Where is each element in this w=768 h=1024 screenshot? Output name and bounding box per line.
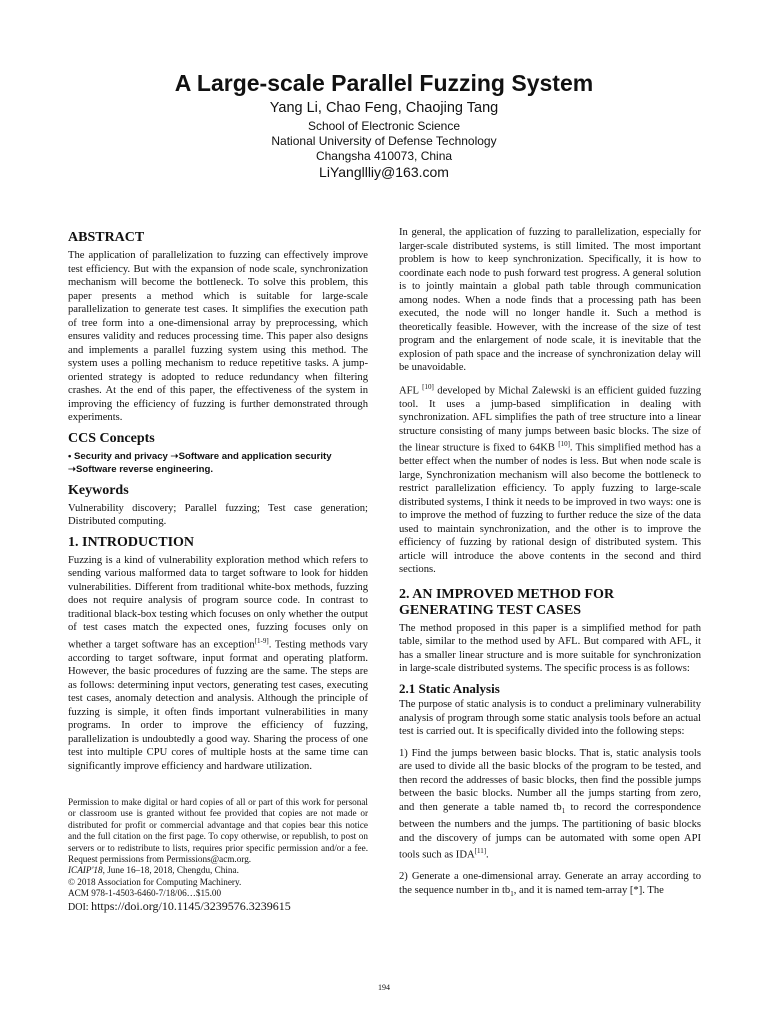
- author-list: Yang Li, Chao Feng, Chaojing Tang: [269, 100, 499, 116]
- citation: [10]: [422, 382, 434, 391]
- keywords-text: Vulnerability discovery; Parallel fuzzing; Test case generation; Distributed computing.: [68, 502, 368, 527]
- affiliation-school: School of Electronic Science: [307, 119, 461, 133]
- copyright-line: © 2018 Association for Computing Machinery.: [68, 876, 242, 887]
- right-column: [399, 226, 701, 907]
- left-column: [68, 226, 368, 779]
- doi-link[interactable]: https://doi.org/10.1145/3239576.3239615: [91, 898, 291, 913]
- affiliation-university: National University of Defense Technology: [271, 134, 497, 148]
- body-paragraph: In general, the application of fuzzing to parallelization, especially for larger-scale distributed systems, is still limited. The most important problem is how to keep synchronization. Specifically, it is how to coordinate each node to push forward test progress. A general solution is to jointly maintain a global path table through communication among nodes. When a node finds that a processing path has been executed, the node will no longer handle it. Such a method is theoretically feasible. However, with the increase of the size of test program and the enlargement of node scale, it is inevitable that the explosion of path space and the increase of synchronization delay will be unavoidable.: [399, 227, 701, 373]
- permission-text: Permission to make digital or hard copies of all or part of this work for personal or classroom use is granted without fee provided that copies are not made or distributed for profit or commercial advantage and that copies bear this notice and the full citation on the first page. To copy otherwise, or republish, to post on servers or to redistribute to lists, requires prior specific permission and/or a fee. Request permissions from Permissions@acm.org.: [68, 797, 368, 865]
- paper-title: A Large-scale Parallel Fuzzing System: [174, 70, 594, 96]
- conference-info: ICAIP'18, June 16–18, 2018, Chengdu, China.: [68, 865, 239, 876]
- keywords-heading: Keywords: [68, 482, 129, 498]
- abstract-heading: ABSTRACT: [68, 230, 145, 245]
- affiliation-city: Changsha 410073, China: [315, 149, 453, 163]
- section-2-heading: 2. AN IMPROVED METHOD FOR GENERATING TEST CASES: [399, 586, 615, 618]
- ccs-concepts: [68, 450, 368, 477]
- citation: [10]: [558, 440, 570, 449]
- step-2-paragraph: 2) Generate a one-dimensional array. Generate an array according to the sequence number in $tb_1$, and it is named tem-array [*]. The: [399, 871, 701, 898]
- introduction-paragraph: Fuzzing is a kind of vulnerability exploration method which refers to sending various malformed data to target software to look for hidden vulnerabilities. Different from traditional white-box methods, fuzzing does not require analysis of program source code. In contrast to traditional black-box testing which focuses on only whether the output of test cases match the expected ones, fuzzing focuses only on whether a target software has an exception[1-9]. Testing methods vary according to target software, input format and operating platform. However, the basic procedures of fuzzing are the same. The steps are as follows: determining input vectors, generating test cases, executing test cases, anomaly detection and analysis. Although the principle of fuzzing is simple, it often finds important vulnerabilities in many programs. In order to improve the efficiency of fuzzing, parallelization is undoubtedly a good way. Sharing the process of one test into multiple CPU cores of multiple hosts at the same time can significantly improve efficiency and hardware utilization.: [68, 554, 368, 772]
- body-paragraph: AFL [10] developed by Michal Zalewski is an efficient guided fuzzing tool. It uses a jump-based simplification in dealing with synchronization. AFL simplifies the path of tree structure into a linear structure consisting of many jumps between basic blocks. The size of the linear structure is fixed to 64KB [10]. This simplified method has a better effect when the number of nodes is less. But when node scale is large, Synchronization mechanism will also become the bottleneck to restrict parallelization efficiency. To apply fuzzing to large-scale distributed systems, I think it needs to be improved in two ways: one is to improve the method of fuzzing to further reduce the size of the data used to maintain synchronization, and the other is to improve the efficiency of fuzzing by rational design of distributed system. This article will introduce the above contents in the second and third sections.: [399, 382, 702, 576]
- doi-line: DOI: https://doi.org/10.1145/3239576.3239615: [68, 898, 291, 913]
- abstract-text: The application of parallelization to fuzzing can effectively improve test efficiency. But with the expansion of node scale, synchronization mechanism will become the bottleneck. To solve this problem, this paper presents a method which is suitable for large-scale parallelization to generate test cases. It simplifies the execution path of tree form into a one-dimensional array by preprocessing, which ensures validity and reduces processing time. This paper also designs and implements a parallel fuzzing system using this method. The system uses a polling mechanism to reduce repetitive tasks. A jump-oriented strategy is adopted to reduce redundancy when filtering crashes. At the end of this paper, the effectiveness of the system in improving the efficiency of fuzzing is further demonstrated through experiments.: [68, 250, 368, 423]
- isbn-line: ACM 978-1-4503-6460-7/18/06…$15.00: [68, 888, 222, 899]
- step-1-paragraph: 1) Find the jumps between basic blocks. That is, static analysis tools are used to divide all the basic blocks of the program to be tested, and then record the addresses of basic blocks, then find the possible jumps between the basic blocks. Number all the jumps starting from zero, and then generate a table named $tb_1$ to record the correspondence between the numbers and the jumps. The partitioning of basic blocks and the discovery of jumps can be automated with some open API tools such as IDA[11].: [399, 747, 701, 861]
- introduction-heading: 1. INTRODUCTION: [68, 534, 195, 550]
- subsection-2-1-heading: 2.1 Static Analysis: [399, 680, 500, 696]
- body-paragraph: The purpose of static analysis is to conduct a preliminary vulnerability analysis of program through some static analysis tools before an actual test is carried out. It is specifically divided into the following steps:: [399, 699, 701, 738]
- permission-notice: [68, 797, 368, 913]
- citation: [1-9]: [254, 636, 269, 645]
- citation: [11]: [474, 847, 487, 856]
- ccs-heading: CCS Concepts: [68, 430, 155, 446]
- ccs-line-2: ➝Software reverse engineering.: [68, 464, 214, 475]
- ccs-line-1: • Security and privacy ➝Software and application security: [68, 450, 332, 462]
- body-paragraph: The method proposed in this paper is a simplified method for path table, similar to the method used by AFL. But compared with AFL, it has a smaller linear structure and is more suitable for synchronization in large-scale distributed systems. The specific process is as follows:: [399, 622, 701, 675]
- author-email: LiYangllliy@163.com: [319, 164, 449, 180]
- page-number: 194: [378, 983, 390, 992]
